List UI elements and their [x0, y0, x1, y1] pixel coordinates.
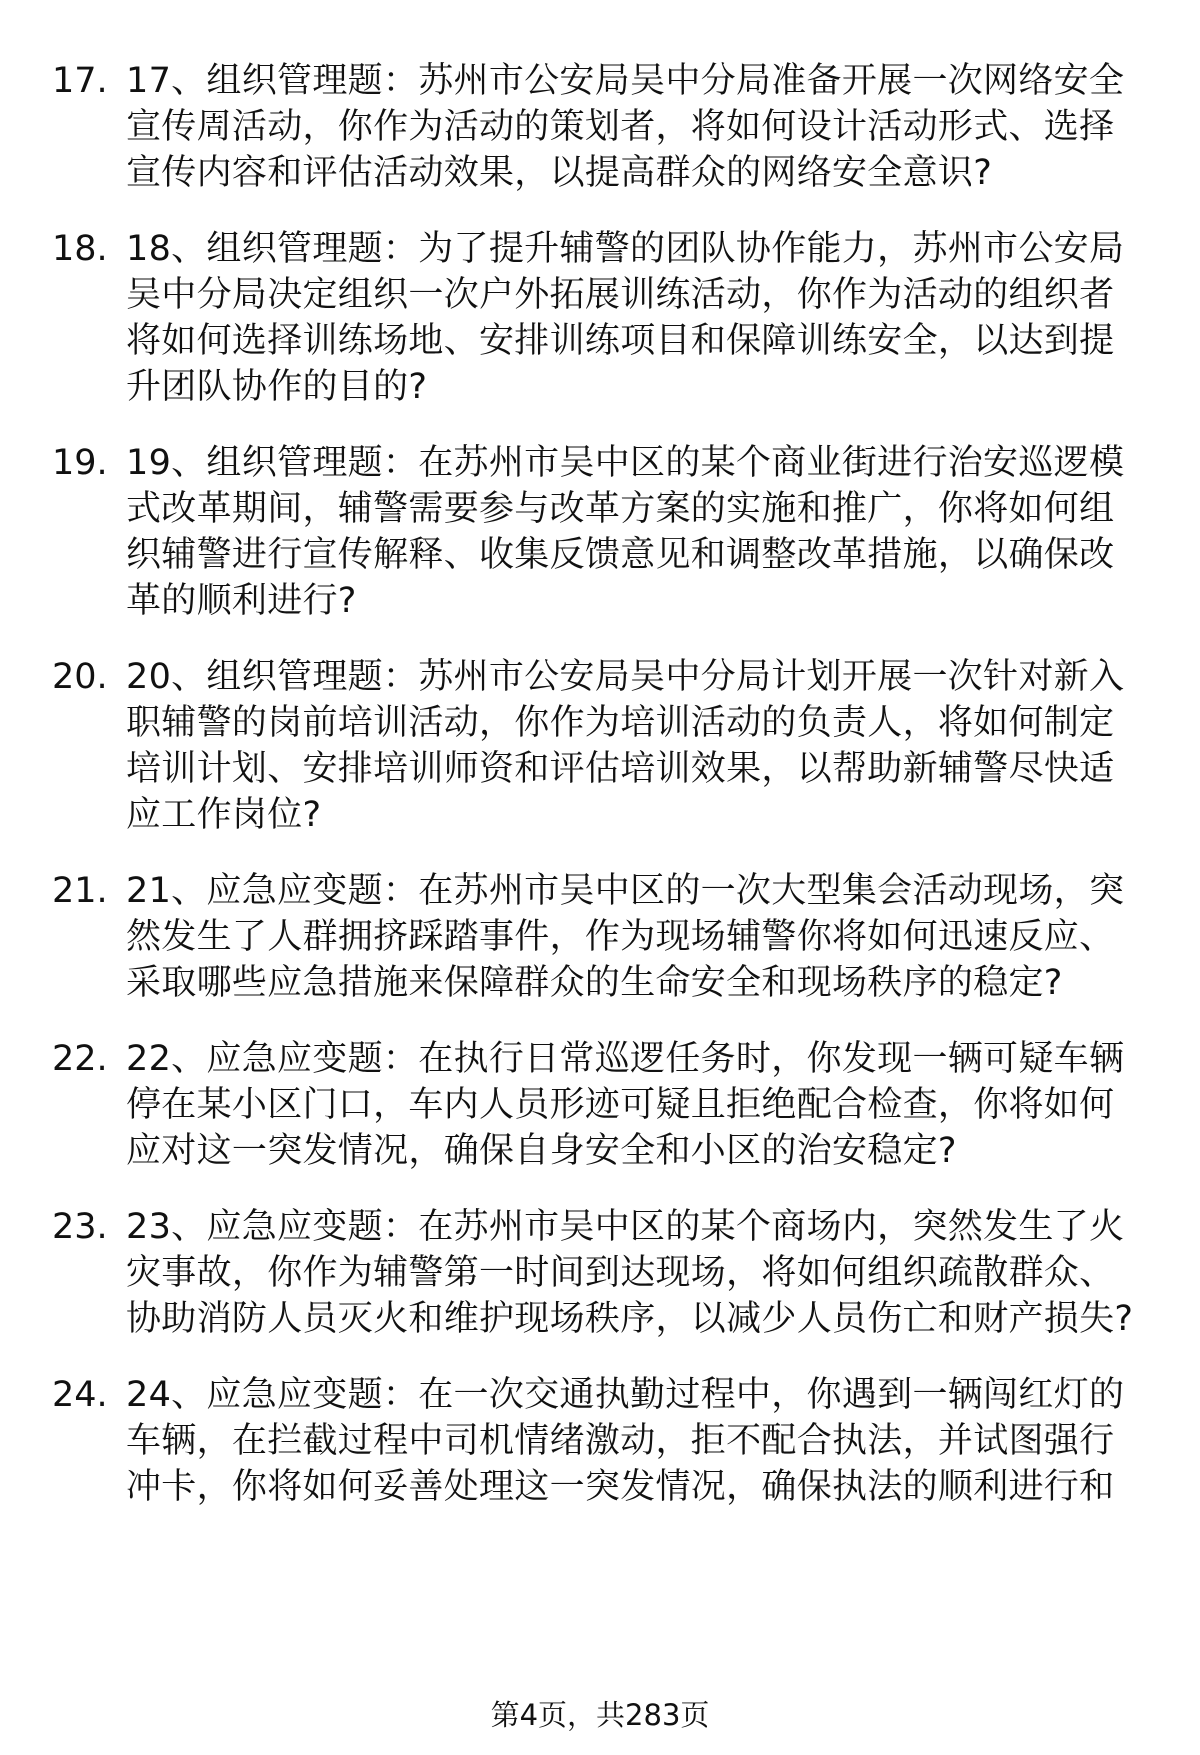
question-text: 18、组织管理题：为了提升辅警的团队协作能力，苏州市公安局吴中分局决定组织一次户外拓展训练活动，你作为活动的组织者将如何选择训练场地、安排训练项目和保障训练安全，以达到提升团队协作的目的?: [126, 229, 1125, 407]
page-footer: 第4页，共283页: [490, 1698, 710, 1732]
question-item: [52, 654, 1152, 838]
question-item: [52, 440, 1152, 624]
question-number: 18.: [52, 229, 108, 269]
question-list: [52, 58, 1152, 1540]
question-item: [52, 226, 1152, 410]
question-item: [52, 868, 1152, 1006]
question-number: 21.: [52, 871, 108, 911]
question-text: 22、应急应变题：在执行日常巡逻任务时，你发现一辆可疑车辆停在某小区门口，车内人员形迹可疑且拒绝配合检查，你将如何应对这一突发情况，确保自身安全和小区的治安稳定?: [126, 1039, 1125, 1171]
question-item: [52, 1036, 1152, 1174]
question-item: [52, 1204, 1152, 1342]
question-text: 24、应急应变题：在一次交通执勤过程中，你遇到一辆闯红灯的车辆，在拦截过程中司机情绪激动，拒不配合执法，并试图强行冲卡，你将如何妥善处理这一突发情况，确保执法的顺利进行和: [126, 1375, 1125, 1507]
question-text: 20、组织管理题：苏州市公安局吴中分局计划开展一次针对新入职辅警的岗前培训活动，你作为培训活动的负责人，将如何制定培训计划、安排培训师资和评估培训效果，以帮助新辅警尽快适应工作岗位?: [126, 657, 1125, 835]
question-number: 17.: [52, 61, 108, 101]
question-text: 21、应急应变题：在苏州市吴中区的一次大型集会活动现场，突然发生了人群拥挤踩踏事件，作为现场辅警你将如何迅速反应、采取哪些应急措施来保障群众的生命安全和现场秩序的稳定?: [126, 871, 1125, 1003]
question-number: 22.: [52, 1039, 108, 1079]
question-text: 23、应急应变题：在苏州市吴中区的某个商场内，突然发生了火灾事故，你作为辅警第一时间到达现场，将如何组织疏散群众、协助消防人员灭火和维护现场秩序，以减少人员伤亡和财产损失?: [126, 1207, 1134, 1339]
question-number: 24.: [52, 1375, 108, 1415]
question-text: 19、组织管理题：在苏州市吴中区的某个商业街进行治安巡逻模式改革期间，辅警需要参与改革方案的实施和推广，你将如何组织辅警进行宣传解释、收集反馈意见和调整改革措施，以确保改革的顺利进行?: [126, 443, 1125, 621]
question-item: [52, 1372, 1152, 1510]
question-text: 17、组织管理题：苏州市公安局吴中分局准备开展一次网络安全宣传周活动，你作为活动的策划者，将如何设计活动形式、选择宣传内容和评估活动效果，以提高群众的网络安全意识?: [126, 61, 1125, 193]
question-item: [52, 58, 1152, 196]
question-number: 19.: [52, 443, 108, 483]
question-number: 20.: [52, 657, 108, 697]
question-number: 23.: [52, 1207, 108, 1247]
